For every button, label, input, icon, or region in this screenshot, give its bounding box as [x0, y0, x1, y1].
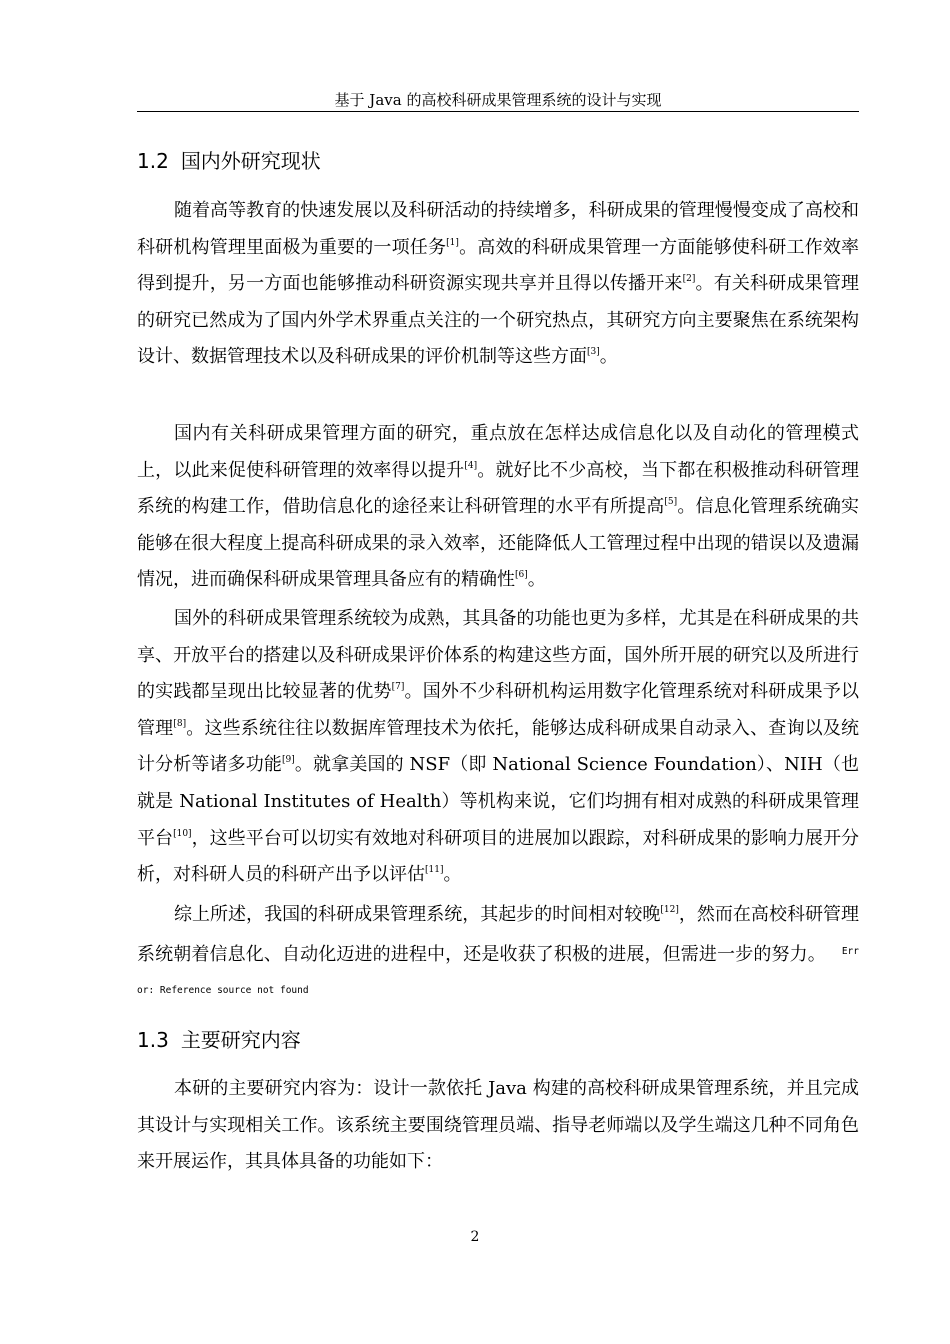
citation-ref: [12] — [660, 905, 679, 915]
citation-ref: [5] — [664, 497, 678, 508]
text-run: 。信息化管理系统确实能够在很大程度上提高科研成果的录入效率，还能降低人工管理过程中出现的错误以及遗漏情况，进而确保科研成果管理具备应有的精确性 — [137, 496, 859, 591]
citation-ref: [2] — [682, 274, 696, 285]
header-rule — [137, 111, 859, 112]
citation-ref: [9] — [282, 755, 295, 766]
text-run: ，然而在高校科研管理系统朝着信息化、自动化迈进的进程中，还是收获了积极的进展，但需进一步的努力。 — [137, 904, 859, 965]
text-run: 。就拿美国的 NSF（即 National Science Foundation）、NIH（也就是 National Institutes of Health）等机构来说，它们均拥有相对成熟的科研成果管理平台 — [137, 754, 860, 849]
page-number: 2 — [470, 1229, 480, 1245]
text-run: 。国外不少科研机构运用数字化管理系统对科研成果予以管理 — [137, 681, 860, 739]
text-run: 本研的主要研究内容为：设计一款依托 Java 构建的高校科研成果管理系统，并且完成其设计与实现相关工作。该系统主要围绕管理员端、指导老师端以及学生端这几种不同角色来开展运作，其具体具备的功能如下： — [137, 1078, 859, 1173]
section-number: 1.3 — [137, 1028, 169, 1052]
text-run: 国内有关科研成果管理方面的研究，重点放在怎样达成信息化以及自动化的管理模式上，以此来促使科研管理的效率得以提升 — [137, 423, 859, 481]
citation-ref: [4] — [464, 460, 478, 471]
text-run: 。 — [527, 569, 546, 591]
citation-ref: [7] — [391, 682, 405, 693]
text-run: 。 — [443, 864, 462, 886]
paragraph — [137, 416, 859, 599]
citation-ref: [10] — [173, 828, 192, 839]
paragraph — [137, 897, 859, 1013]
citation-ref: [11] — [425, 865, 444, 876]
paragraph — [137, 193, 859, 376]
citation-ref: [6] — [515, 570, 528, 581]
reference-error-note: Error: Reference source not found — [137, 945, 859, 997]
section-title: 主要研究内容 — [180, 1028, 301, 1052]
text-run: 。 — [599, 346, 618, 368]
text-run: 随着高等教育的快速发展以及科研活动的持续增多，科研成果的管理慢慢变成了高校和科研机构管理里面极为重要的一项任务 — [137, 200, 859, 258]
text-run: 。高效的科研成果管理一方面能够使科研工作效率得到提升，另一方面也能够推动科研资源实现共享并且得以传播开来 — [137, 236, 860, 295]
text-run: 国外的科研成果管理系统较为成熟，其具备的功能也更为多样，尤其是在科研成果的共享、开放平台的搭建以及科研成果评价体系的构建这些方面，国外所开展的研究以及所进行的实践都呈现出比较显著的优势 — [137, 608, 859, 703]
section-heading-1-2 — [137, 148, 321, 174]
section-title: 国内外研究现状 — [180, 149, 321, 173]
paragraph — [137, 1071, 859, 1181]
citation-ref: [1] — [446, 237, 459, 248]
running-header: 基于 Java 的高校科研成果管理系统的设计与实现 — [334, 91, 662, 109]
text-run: 。就好比不少高校，当下都在积极推动科研管理系统的构建工作，借助信息化的途径来让科研管理的水平有所提高 — [137, 459, 860, 518]
section-heading-1-3 — [137, 1027, 301, 1053]
text-run: 。这些系统往往以数据库管理技术为依托，能够达成科研成果自动录入、查询以及统计分析等诸多功能 — [137, 717, 859, 776]
text-run: 。有关科研成果管理的研究已然成为了国内外学术界重点关注的一个研究热点，其研究方向主要聚焦在系统架构设计、数据管理技术以及科研成果的评价机制等这些方面 — [137, 273, 860, 368]
paragraph — [137, 601, 859, 894]
text-run: 综上所述，我国的科研成果管理系统，其起步的时间相对较晚 — [174, 904, 661, 925]
citation-ref: [8] — [173, 718, 187, 729]
section-number: 1.2 — [137, 149, 169, 173]
text-run: ，这些平台可以切实有效地对科研项目的进展加以跟踪，对科研成果的影响力展开分析，对科研人员的科研产出予以评估 — [137, 827, 859, 886]
citation-ref: [3] — [587, 347, 600, 358]
